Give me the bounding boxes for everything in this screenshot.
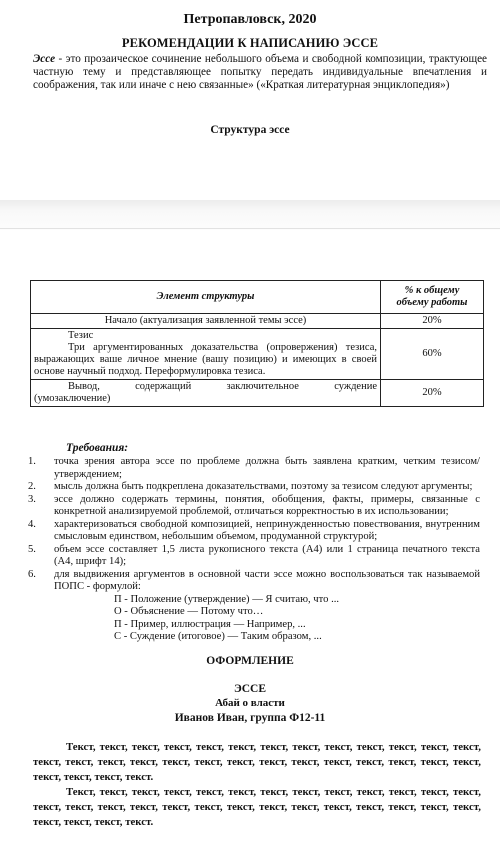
item-text: объем эссе составляет 1,5 листа рукописного текста (А4) или 1 страница печатного текста (А4, шрифт 14); <box>54 543 480 567</box>
item-number: 5. <box>28 543 36 555</box>
list-item <box>28 481 480 494</box>
essay-label: ЭССЕ <box>233 683 267 695</box>
table-row <box>31 329 484 380</box>
column-header-element: Элемент структуры <box>31 281 381 314</box>
row-thesis-heading: Тезис <box>68 330 94 341</box>
essay-author: Иванов Иван, группа Ф12-11 <box>174 712 326 724</box>
upper-page <box>0 0 500 200</box>
design-title: ОФОРМЛЕНИЕ <box>206 655 294 667</box>
structure-table <box>30 280 484 407</box>
essay-topic: Абай о власти <box>215 697 285 709</box>
row-conclusion-line2: (умозаключение) <box>34 393 111 404</box>
requirements-title: Требования: <box>66 442 129 454</box>
row-conclusion-percent: 20% <box>381 380 484 407</box>
list-item <box>28 519 480 544</box>
list-item <box>28 544 480 569</box>
row-intro-percent: 20% <box>381 314 484 329</box>
city-year: Петропавловск, 2020 <box>183 12 317 27</box>
item-number: 1. <box>28 456 36 467</box>
item-number: 2. <box>28 481 36 492</box>
item-number: 3. <box>28 493 36 505</box>
row-thesis-text <box>34 342 377 378</box>
row-thesis-cell <box>31 329 381 380</box>
row-conclusion-cell <box>31 380 381 407</box>
intro-definition: - это прозаическое сочинение небольшого объема и свободной композиции, трактующее частную тему и представляющее попытку передать индивидуальные впечатления и соображения, так или иначе с нею связанные» («Краткая литературная энциклопедия») <box>33 53 487 92</box>
structure-title: Структура эссе <box>210 124 290 136</box>
list-item <box>28 569 480 644</box>
item-text: характеризоваться свободной композицией, непринужденностью повествования, внутренним смысловым единством, небольшим объемом, продуманной структурой; <box>54 518 480 542</box>
item-number: 4. <box>28 518 36 530</box>
table-row <box>31 314 484 329</box>
item-text: эссе должно содержать термины, понятия, обобщения, факты, примеры, связанные с конкретной анализируемой проблемой, отличаться корректностью в их использовании; <box>54 493 480 517</box>
item-text: точка зрения автора эссе по проблеме должна быть заявлена кратким, четким тезисом/утверждением; <box>54 456 480 480</box>
row-thesis-text-content: Три аргументированных доказательства (опровержения) тезиса, выражающих ваше личное мнение (вашу позицию) и имеющих в своей основе научный подход. Переформулировка тезиса. <box>34 342 377 377</box>
pops-line: С - Суждение (итоговое) — Таким образом, ... <box>114 631 322 642</box>
list-item <box>28 456 480 481</box>
page-gap <box>0 200 500 230</box>
column-header-percent <box>381 281 484 314</box>
sample-paragraph: Текст, текст, текст, текст, текст, текст, текст, текст, текст, текст, текст, текст, текст, текст, текст, текст, текст, текст, текст, текст, текст, текст, текст, текст, текст, текст, текст, текст, текст, текст, текст. <box>33 786 481 828</box>
page-separator <box>0 228 500 229</box>
document-title: РЕКОМЕНДАЦИИ К НАПИСАНИЮ ЭССЕ <box>121 36 379 50</box>
percent-header-line1: % к общему <box>404 285 460 296</box>
item-number: 6. <box>28 568 36 580</box>
list-item <box>28 494 480 519</box>
item-text: мысль должна быть подкреплена доказательствами, поэтому за тезисом следуют аргументы; <box>54 481 473 492</box>
pops-line: П - Пример, иллюстрация — Например, ... <box>114 618 306 630</box>
requirements-list <box>28 456 480 644</box>
intro-term: Эссе <box>33 53 56 65</box>
sample-paragraph: Текст, текст, текст, текст, текст, текст, текст, текст, текст, текст, текст, текст, текст, текст, текст, текст, текст, текст, текст, текст, текст, текст, текст, текст, текст, текст, текст, текст, текст, текст, текст. <box>33 741 481 783</box>
row-intro-text: Начало (актуализация заявленной темы эссе) <box>31 314 381 329</box>
pops-formula <box>54 594 480 644</box>
row-conclusion-line1: Вывод, содержащий заключительное суждение <box>68 381 377 392</box>
pops-line: О - Объяснение — Потому что… <box>114 606 264 617</box>
pops-line: П - Положение (утверждение) — Я считаю, что ... <box>114 593 340 605</box>
percent-header-line2: объему работы <box>396 297 468 308</box>
sample-text <box>33 740 481 830</box>
intro-paragraph <box>33 53 487 93</box>
item-text: для выдвижения аргументов в основной части эссе можно воспользоваться так называемой ПОПС - формулой: <box>54 568 480 592</box>
table-header-row <box>31 281 484 314</box>
row-thesis-percent: 60% <box>381 329 484 380</box>
table-row <box>31 380 484 407</box>
